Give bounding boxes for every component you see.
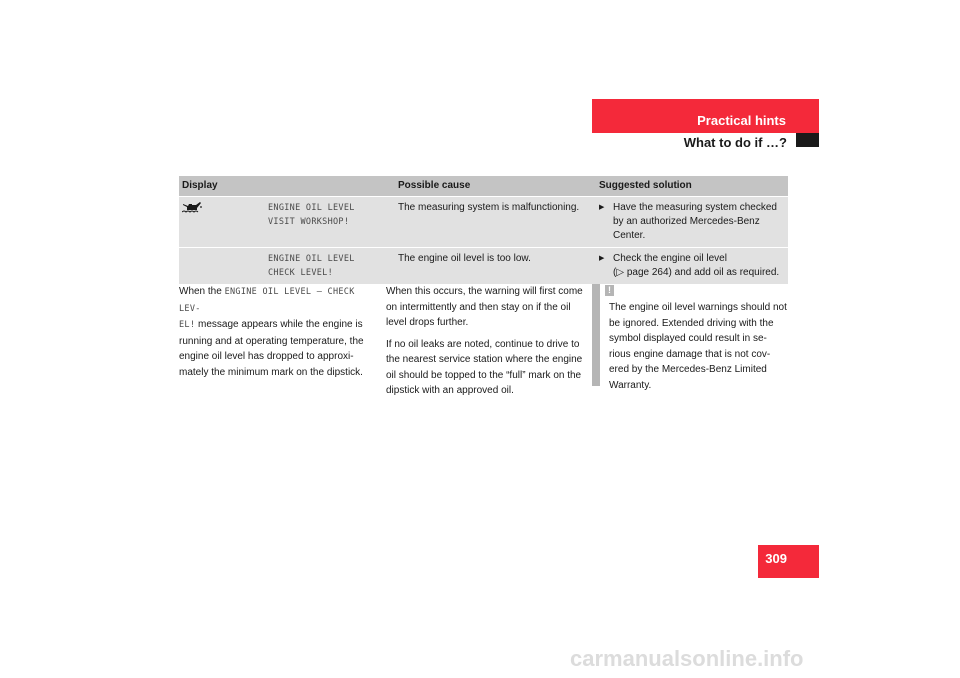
table-header-row [179, 176, 788, 197]
display-code: ENGINE OIL LEVEL – CHECK LEV- [179, 287, 355, 314]
body-column-1 [179, 284, 379, 386]
section-subtitle [592, 133, 800, 152]
solution-post: ) and add oil as required. [668, 267, 780, 278]
header-box [592, 99, 819, 133]
oil-can-icon [182, 201, 202, 213]
exclamation-icon: ! [605, 285, 614, 296]
header-tab [796, 133, 819, 147]
paragraph: If no oil leaks are noted, continue to drive to the nearest service station where the engine oil should be topped to the “full” mark on the dipstick with an approved oil. [386, 338, 583, 396]
cause-cell: The measuring system is malfunctioning. [395, 197, 596, 248]
text-post: message appears while the engine is running and at operating temperature, the engine oil level has dropped to approxi-mately the minimum mark on the dipstick. [179, 319, 364, 378]
page-number: 309 [765, 551, 787, 566]
display-line: VISIT WORKSHOP! [268, 217, 350, 227]
text-pre: When the [179, 286, 225, 297]
solution-text: ▶ Check the engine oil level (▷ page 264) and add oil as required. [599, 252, 785, 280]
page-number-box [758, 545, 819, 578]
subtitle-text: What to do if …? [683, 135, 787, 150]
solution-text: ▶ Have the measuring system checked by an authorized Mercedes-Benz Center. [599, 201, 785, 243]
paragraph [179, 284, 379, 380]
display-table [179, 176, 788, 284]
table-row [179, 248, 788, 285]
note-bar [592, 284, 600, 386]
display-line: ENGINE OIL LEVEL [268, 254, 355, 264]
column-header-solution: Suggested solution [596, 176, 788, 197]
display-line: CHECK LEVEL! [268, 268, 334, 278]
display-code: EL! [179, 320, 196, 330]
display-message-cell [265, 248, 395, 285]
display-message-cell [265, 197, 395, 248]
paragraph: When this occurs, the warning will first come on intermittently and then stay on if the oil level drops further. [386, 286, 583, 328]
display-line: ENGINE OIL LEVEL [268, 203, 355, 213]
column-header-display: Display [179, 176, 395, 197]
page-ref-arrow-icon: ▷ [616, 267, 625, 278]
cause-cell: The engine oil level is too low. [395, 248, 596, 285]
solution-cell [596, 197, 788, 248]
table-row [179, 197, 788, 248]
warning-note [592, 284, 788, 391]
body-column-2 [386, 284, 586, 405]
section-title: Practical hints [697, 113, 786, 128]
page-reference[interactable]: page 264 [626, 267, 669, 278]
oil-icon-cell [179, 197, 265, 248]
empty-icon-cell [179, 248, 265, 285]
solution-pre: Check the engine oil level [613, 253, 727, 264]
column-header-cause: Possible cause [395, 176, 596, 197]
solution-cell [596, 248, 788, 285]
note-text: The engine oil level warnings should not be ignored. Extended driving with the symbol displayed could result in se-rious engine damage that is not cov-ered by the Mercedes-Benz Limited Warranty. [609, 302, 787, 391]
watermark: carmanualsonline.info [570, 646, 804, 671]
